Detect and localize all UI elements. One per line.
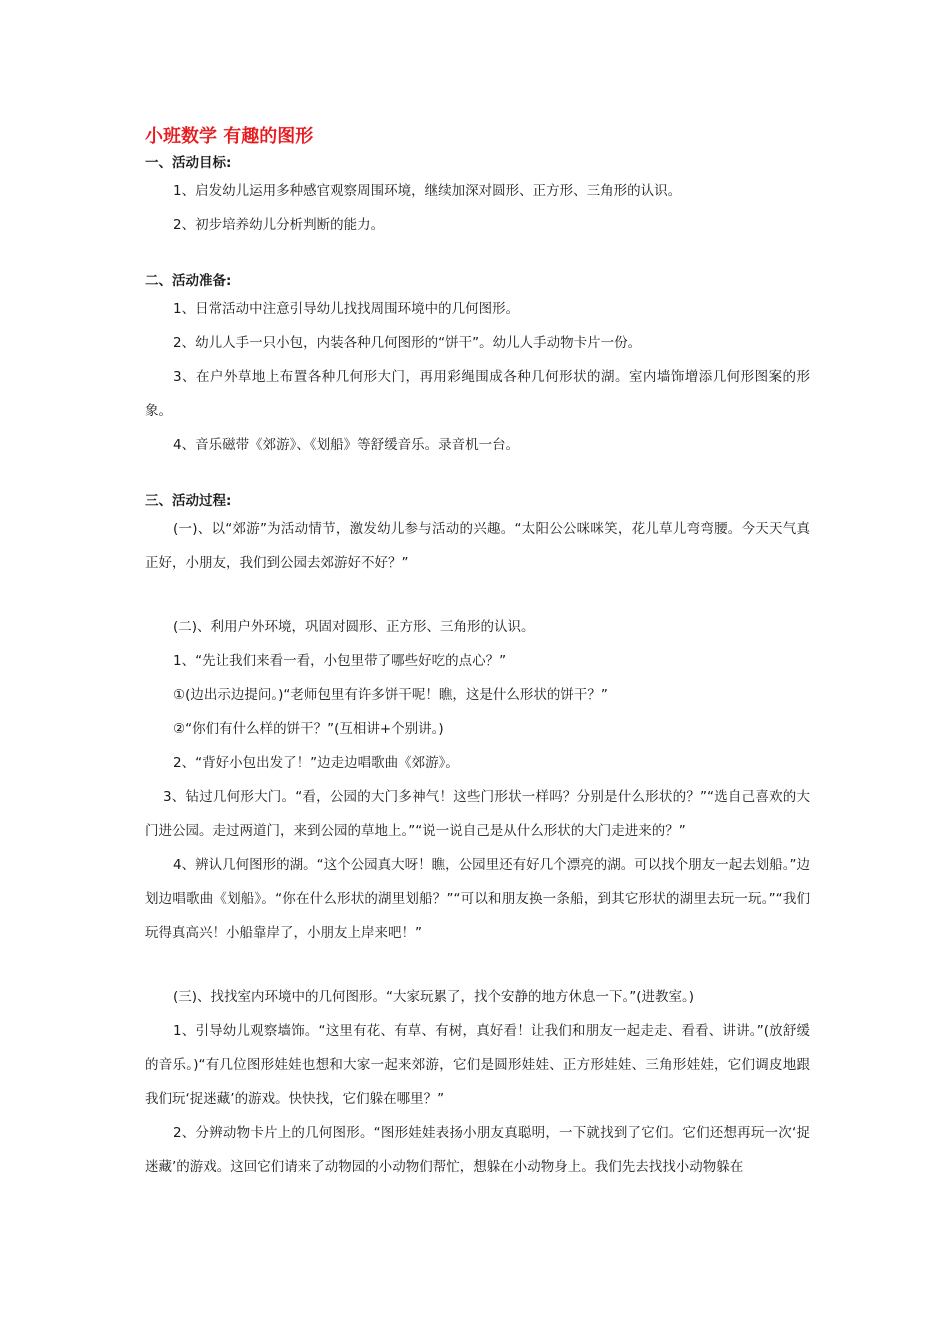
paragraph: 2、幼儿人手一只小包，内装各种几何图形的“饼干”。幼儿人手动物卡片一份。 [173,335,642,351]
paragraph: 2、“背好小包出发了！”边走边唱歌曲《郊游》。 [173,755,459,771]
section-heading: 一、活动目标: [145,155,232,171]
paragraph: 4、辨认几何图形的湖。“这个公园真大呀！瞧，公园里还有好几个漂亮的湖。可以找个朋友一起去划船。”边划边唱歌曲《划船》。“你在什么形状的湖里划船？”“可以和朋友换一条船，到其它形状的湖里去玩一玩。”“我们玩得真高兴！小船靠岸了，小朋友上岸来吧！” [145,857,810,941]
paragraph: ①(边出示边提问。)“老师包里有许多饼干呢！瞧，这是什么形状的饼干？” [173,687,608,703]
paragraph: (二)、利用户外环境，巩固对圆形、正方形、三角形的认识。 [173,619,535,635]
paragraph: 3、钻过几何形大门。“看，公园的大门多神气！这些门形状一样吗？分别是什么形状的？”“选自己喜欢的大门进公园。走过两道门，来到公园的草地上。”“说一说自己是从什么形状的大门走进来的？” [145,789,810,839]
section-process [145,490,810,580]
section-heading: 三、活动过程: [145,493,232,509]
document-page [145,124,810,1184]
paragraph: ②“你们有什么样的饼干？”(互相讲+个别讲。) [173,721,444,737]
process-part-three [145,980,810,1184]
paragraph: 3、在户外草地上布置各种几何形大门，再用彩绳围成各种几何形状的湖。室内墙饰增添几何形图案的形象。 [145,369,810,419]
section-heading: 二、活动准备: [145,273,232,289]
paragraph: 1、日常活动中注意引导幼儿找找周围环境中的几何图形。 [173,301,520,317]
section-preparation [145,270,810,462]
paragraph: (一)、以“郊游”为活动情节，激发幼儿参与活动的兴趣。“太阳公公咪咪笑，花儿草儿弯弯腰。今天天气真正好，小朋友，我们到公园去郊游好不好？” [145,521,810,571]
paragraph: 1、引导幼儿观察墙饰。“这里有花、有草、有树，真好看！让我们和朋友一起走走、看看、讲讲。”(放舒缓的音乐。)“有几位图形娃娃也想和大家一起来郊游，它们是圆形娃娃、正方形娃娃、三角形娃娃，它们调皮地跟我们玩‘捉迷藏’的游戏。快快找，它们躲在哪里？” [145,1023,810,1107]
paragraph: 1、启发幼儿运用多种感官观察周围环境，继续加深对圆形、正方形、三角形的认识。 [173,183,682,199]
paragraph: 2、分辨动物卡片上的几何图形。“图形娃娃表扬小朋友真聪明，一下就找到了它们。它们还想再玩一次‘捉迷藏’的游戏。这回它们请来了动物园的小动物们帮忙，想躲在小动物身上。我们先去找找小动物躲在 [145,1125,810,1175]
section-goals [145,152,810,242]
paragraph: (三)、找找室内环境中的几何图形。“大家玩累了，找个安静的地方休息一下。”(进教室。) [173,989,695,1005]
paragraph: 1、“先让我们来看一看，小包里带了哪些好吃的点心？” [173,653,507,669]
paragraph: 2、初步培养幼儿分析判断的能力。 [173,217,385,233]
process-part-two [145,610,810,950]
document-title: 小班数学 有趣的图形 [145,126,314,147]
paragraph: 4、音乐磁带《郊游》、《划船》等舒缓音乐。录音机一台。 [173,437,520,453]
